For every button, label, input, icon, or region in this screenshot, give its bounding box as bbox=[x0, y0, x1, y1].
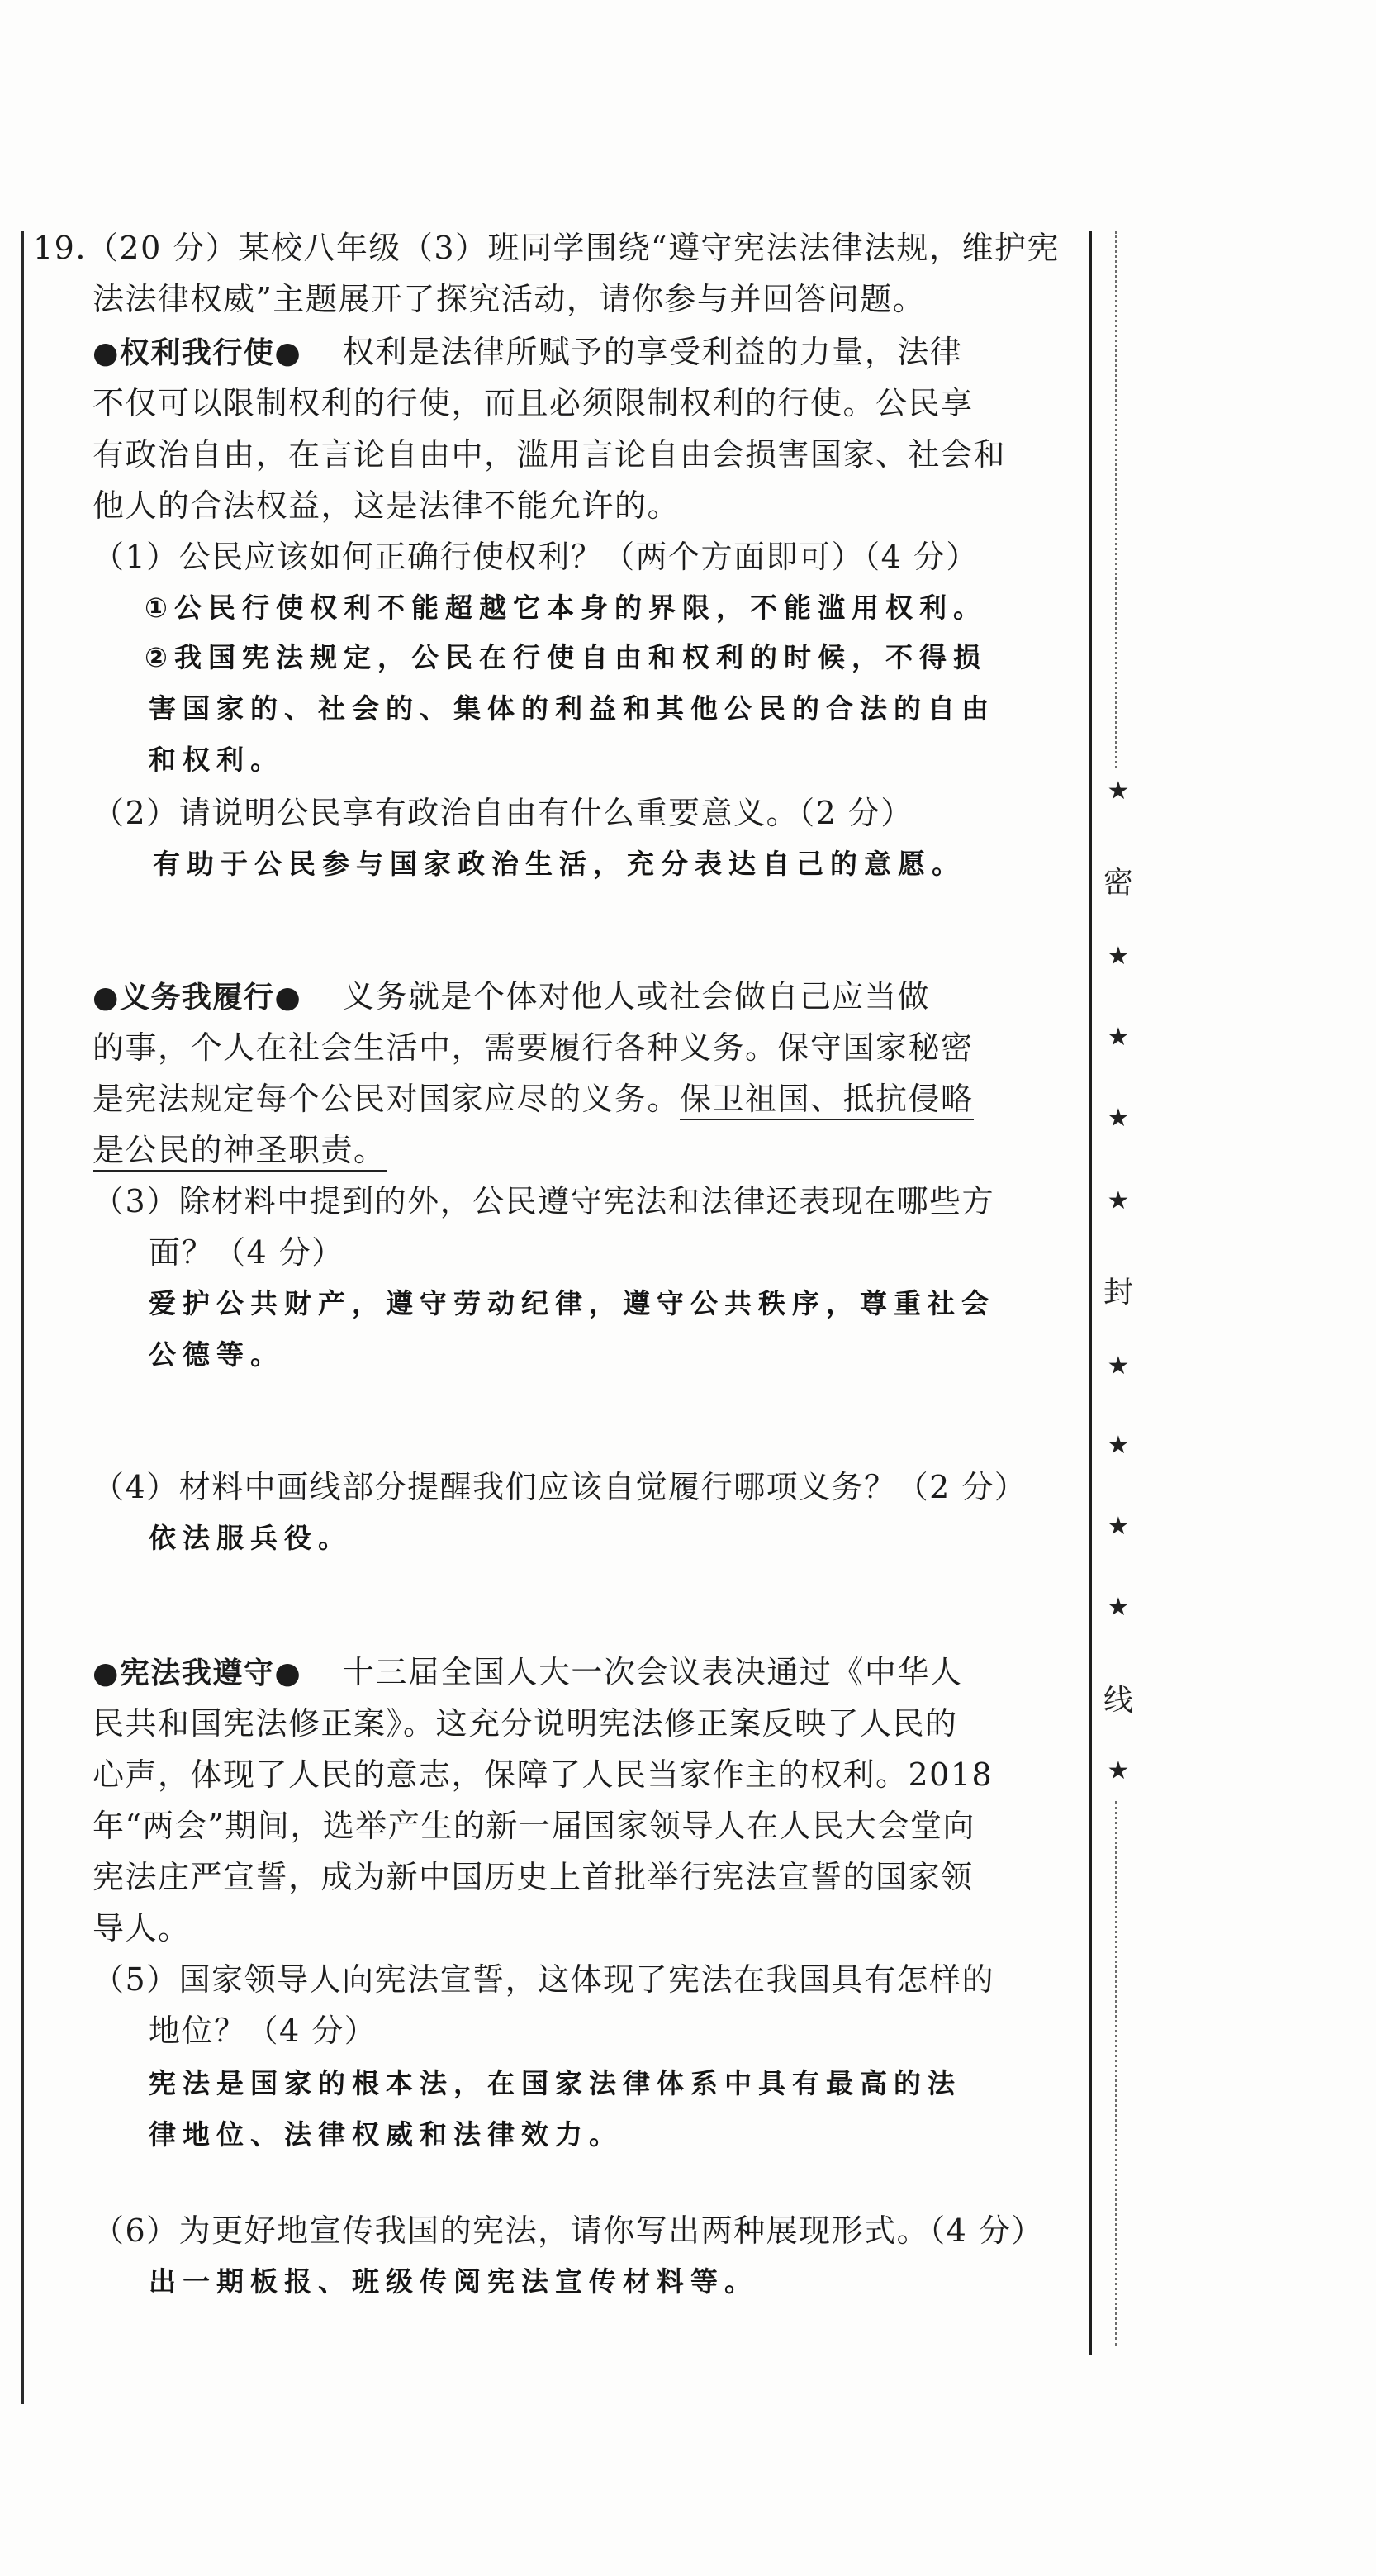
question-6: （6）为更好地宣传我国的宪法，请你写出两种展现形式。（4 分） bbox=[93, 2212, 1044, 2249]
section3-paragraph-line2: 民共和国宪法修正案》。这充分说明宪法修正案反映了人民的 bbox=[93, 1705, 958, 1742]
section1-paragraph-line2: 不仅可以限制权利的行使，而且必须限制权利的行使。公民享 bbox=[93, 385, 974, 421]
section3-paragraph-line5: 宪法庄严宣誓，成为新中国历史上首批举行宪法宣誓的国家领 bbox=[93, 1859, 974, 1895]
section3-text: 十三届全国人大一次会议表决通过《中华人 bbox=[342, 1654, 963, 1690]
question-5-line1: （5）国家领导人向宪法宣誓，这体现了宪法在我国具有怎样的 bbox=[93, 1961, 995, 1998]
answer-2: 有助于公民参与国家政治生活，充分表达自己的意愿。 bbox=[153, 848, 966, 880]
answer-3-line2: 公德等。 bbox=[149, 1338, 284, 1371]
answer-5-line2: 律地位、法律权威和法律效力。 bbox=[149, 2118, 623, 2151]
binding-star-icon: ★ bbox=[1107, 777, 1130, 806]
answer-3-line1: 爱护公共财产，遵守劳动纪律，遵守公共秩序，尊重社会 bbox=[149, 1287, 995, 1319]
section3-paragraph-line6: 导人。 bbox=[93, 1910, 191, 1946]
binding-line-rule bbox=[1089, 231, 1092, 2355]
binding-star-icon: ★ bbox=[1107, 1593, 1130, 1622]
binding-word-mi: 密 bbox=[1103, 866, 1133, 900]
question-2: （2）请说明公民享有政治自由有什么重要意义。（2 分） bbox=[93, 795, 913, 831]
left-margin-rule bbox=[21, 231, 24, 2404]
section2-paragraph-line1 bbox=[93, 973, 930, 1021]
section2-paragraph-line3 bbox=[93, 1076, 974, 1122]
binding-star-icon: ★ bbox=[1107, 1756, 1130, 1785]
answer-1-line3: 害国家的、社会的、集体的利益和其他公民的合法的自由 bbox=[149, 692, 995, 725]
section1-title: ●权利我行使● bbox=[93, 336, 302, 370]
binding-star-icon: ★ bbox=[1107, 1512, 1130, 1541]
section2-text-plain: 是宪法规定每个公民对国家应尽的义务。 bbox=[93, 1081, 681, 1117]
section3-title: ●宪法我遵守● bbox=[93, 1656, 302, 1690]
binding-dotted-line-top bbox=[1115, 231, 1117, 768]
section2-underlined-text-cont: 是公民的神圣职责。 bbox=[93, 1132, 387, 1172]
binding-word-xian: 线 bbox=[1103, 1684, 1133, 1718]
section2-title: ●义务我履行● bbox=[93, 981, 302, 1015]
binding-star-icon: ★ bbox=[1107, 1023, 1130, 1052]
question-3-line2: 面？（4 分） bbox=[149, 1234, 344, 1271]
answer-6: 出一期板报、班级传阅宪法宣传材料等。 bbox=[149, 2265, 758, 2298]
answer-4: 依法服兵役。 bbox=[149, 1522, 352, 1554]
section2-paragraph-line2: 的事，个人在社会生活中，需要履行各种义务。保守国家秘密 bbox=[93, 1029, 974, 1066]
section1-paragraph-line4: 他人的合法权益，这是法律不能允许的。 bbox=[93, 487, 681, 524]
question-1: （1）公民应该如何正确行使权利？（两个方面即可）（4 分） bbox=[93, 539, 979, 575]
binding-star-icon: ★ bbox=[1107, 1431, 1130, 1460]
binding-star-icon: ★ bbox=[1107, 1352, 1130, 1381]
section1-paragraph-line3: 有政治自由，在言论自由中，滥用言论自由会损害国家、社会和 bbox=[93, 436, 1007, 473]
binding-star-icon: ★ bbox=[1107, 1104, 1130, 1133]
binding-word-feng: 封 bbox=[1103, 1276, 1133, 1309]
answer-1-line1: ①公民行使权利不能超越它本身的界限，不能滥用权利。 bbox=[145, 592, 987, 624]
binding-star-icon: ★ bbox=[1107, 942, 1130, 971]
answer-5-line1: 宪法是国家的根本法，在国家法律体系中具有最高的法 bbox=[149, 2067, 961, 2099]
section3-paragraph-line1 bbox=[93, 1649, 962, 1697]
section1-paragraph-line1 bbox=[93, 329, 962, 377]
section2-text: 义务就是个体对他人或社会做自己应当做 bbox=[342, 978, 930, 1015]
answer-1-line2: ②我国宪法规定，公民在行使自由和权利的时候，不得损 bbox=[145, 641, 987, 673]
binding-dotted-line-bottom bbox=[1115, 1801, 1117, 2346]
question-3-line1: （3）除材料中提到的外，公民遵守宪法和法律还表现在哪些方 bbox=[93, 1183, 995, 1219]
section3-paragraph-line3: 心声，体现了人民的意志，保障了人民当家作主的权利。2018 bbox=[93, 1756, 994, 1793]
section2-underlined-text: 保卫祖国、抵抗侵略 bbox=[680, 1081, 974, 1120]
question-header-line1: 19.（20 分）某校八年级（3）班同学围绕“遵守宪法法律法规，维护宪 bbox=[33, 230, 1060, 266]
question-5-line2: 地位？（4 分） bbox=[149, 2013, 377, 2049]
question-header-line2: 法法律权威”主题展开了探究活动，请你参与并回答问题。 bbox=[93, 281, 926, 317]
section2-paragraph-line4 bbox=[93, 1127, 387, 1173]
section3-paragraph-line4: 年“两会”期间，选举产生的新一届国家领导人在人民大会堂向 bbox=[93, 1808, 975, 1844]
question-4: （4）材料中画线部分提醒我们应该自觉履行哪项义务？（2 分） bbox=[93, 1469, 1027, 1505]
section1-text: 权利是法律所赋予的享受利益的力量，法律 bbox=[342, 334, 963, 370]
answer-1-line4: 和权利。 bbox=[149, 744, 284, 776]
binding-star-icon: ★ bbox=[1107, 1186, 1130, 1215]
